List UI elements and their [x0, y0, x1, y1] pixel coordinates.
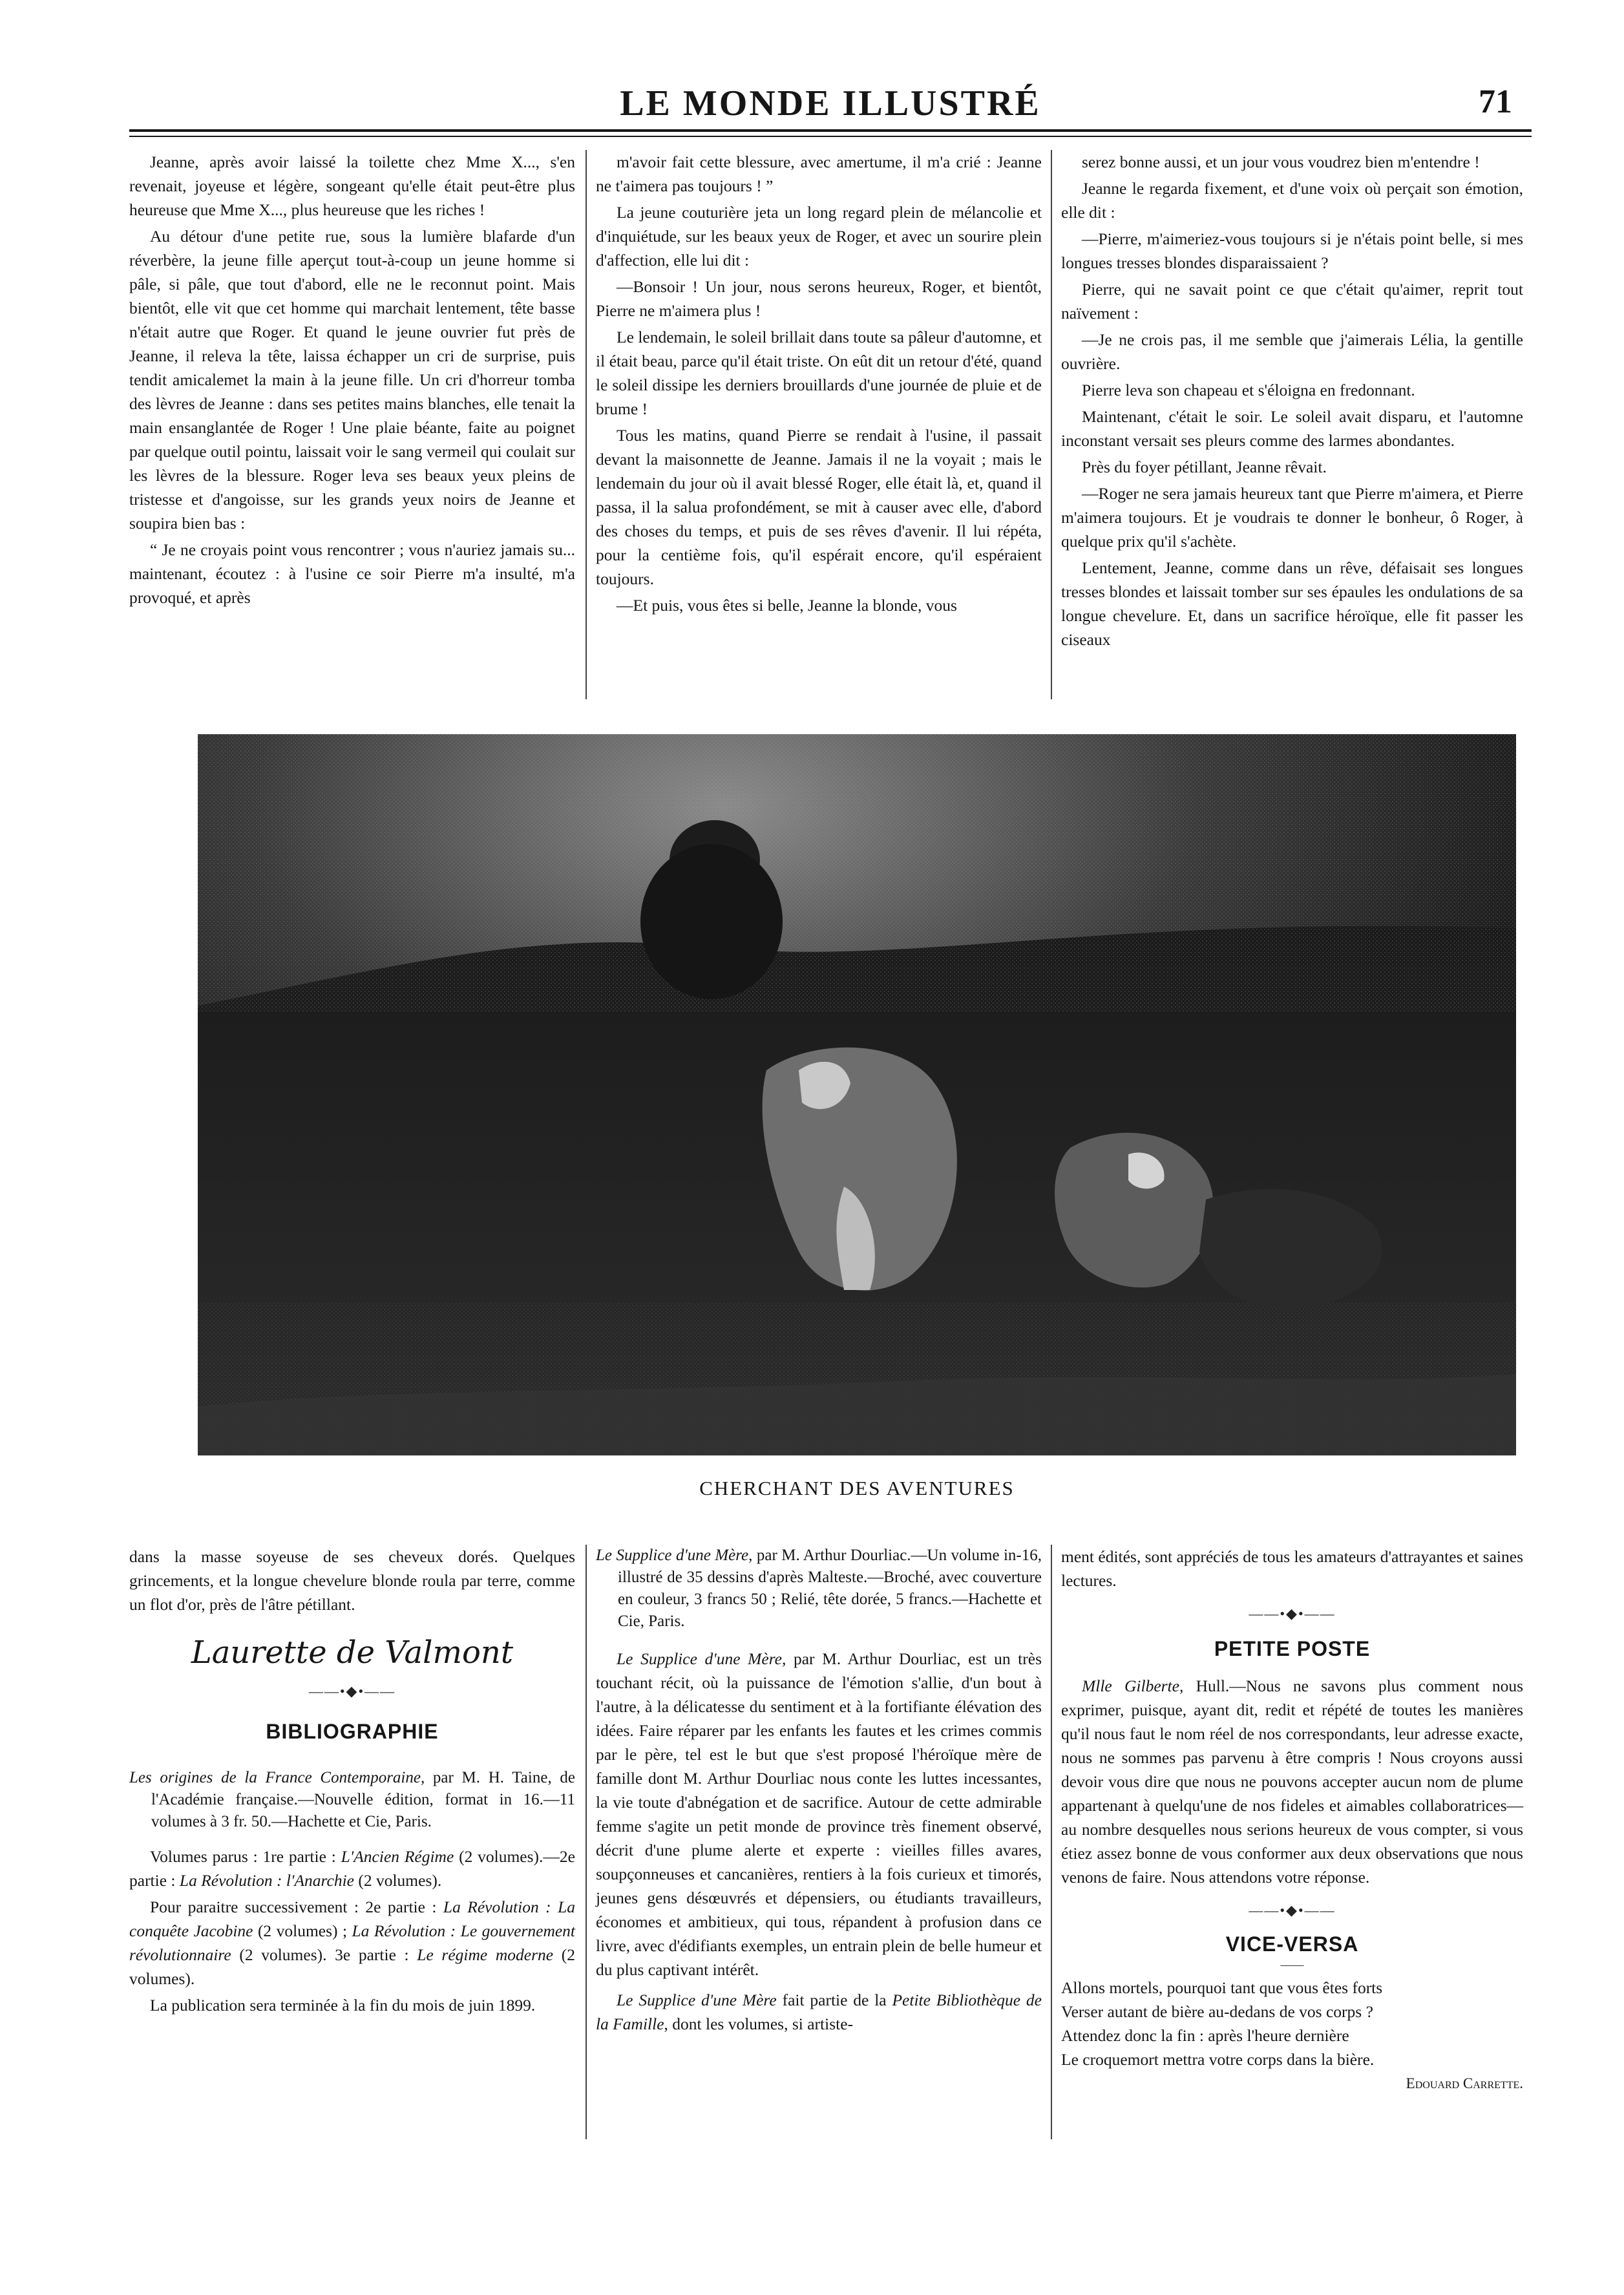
story-paragraph: —Roger ne sera jamais heureux tant que Pierre m'aimera, et Pierre m'aimera toujours. Et je voudrais te donner le bonheur, ô Roger, à quelque prix qu'il s'achète. [1061, 484, 1523, 551]
story-paragraph: —Je ne crois pas, il me semble que j'aimerais Lélia, la gentille ouvrière. [1061, 330, 1523, 373]
story-paragraph: Jeanne, après avoir laissé la toilette chez Mme X..., s'en revenait, joyeuse et légère, songeant qu'elle était peut-être plus heureuse que Mme X..., plus heureuse que les riches ! [129, 153, 575, 219]
story-paragraph: serez bonne aussi, et un jour vous voudrez bien m'entendre ! [1082, 153, 1480, 171]
column-divider [1051, 150, 1052, 699]
review-paragraph: Le Supplice d'une Mère, par M. Arthur Dourliac, est un très touchant récit, où la puissance de l'émotion s'allie, d'un bout à l'autre, à la délicatesse du sentiment et à la fortifiante élévation des idées. Faire réparer par les enfants les fautes et les crimes commis par le père, tel est le but que s'est proposé l'héroïque mère de famille dont M. Arthur Dourliac nous conte les luttes incessantes, la vie toute d'abnégation et de sacrifice. Autour de cette admirable femme s'agite un petit monde de province très finement observé, décrit d'une plume alerte et experte : vieilles filles avares, soupçonneuses et cancanières, rentiers à la fois curieux et timorés, jeunes gens désœuvrés et dépensiers, ou étudiants travailleurs, économes et ambitieux, qui tous, répandent à profusion dans ce livre, avec d'édifiants exemples, un entrain plein de belle humeur et du plus captivant intérêt. [596, 1649, 1042, 1979]
story-paragraph: m'avoir fait cette blessure, avec amertume, il m'a crié : Jeanne ne t'aimera pas toujours ! ” [596, 153, 1042, 195]
poem-line: Verser autant de bière au-dedans de vos corps ? [1061, 2002, 1373, 2021]
section-ornament: ——•◆•—— [1249, 1605, 1336, 1622]
story-paragraph: Pierre, qui ne savait point ce que c'était qu'aimer, reprit tout naïvement : [1061, 280, 1523, 323]
column-divider [585, 1545, 587, 2139]
review-continuation: ment édités, sont appréciés de tous les amateurs d'attrayantes et saines lectures. [1061, 1547, 1523, 1590]
bottom-column-3 [1061, 1545, 1523, 2095]
heading-dash: —— [1280, 1958, 1304, 1971]
bottom-column-2 [596, 1545, 1042, 2038]
story-paragraph: Tous les matins, quand Pierre se rendait à l'usine, il passait devant la maisonnette de Jeanne. Jamais il ne la voyait ; mais le lendemain du jour où il avait blessé Roger, elle était là, et, quand il passa, il la salua profondément, se mit à causer avec elle, d'abord des choses du temps, et puis de ses rêves d'avenir. Il lui répéta, pour la centième fois, qu'il espérait encore, qu'il espéraient toujours. [596, 426, 1042, 588]
column-divider [1051, 1545, 1052, 2139]
story-paragraph: Maintenant, c'était le soir. Le soleil avait disparu, et l'automne inconstant versait ses pleurs comme des larmes abondantes. [1061, 407, 1523, 450]
bibliographie-entry: Les origines de la France Contemporaine, par M. H. Taine, de l'Académie française.—Nouvelle édition, format in 16.—11 volumes à 3 fr. 50.—Hachette et Cie, Paris. [129, 1769, 575, 1830]
column-divider [585, 150, 587, 699]
bibliographie-paragraph: Volumes parus : 1re partie : L'Ancien Régime (2 volumes).—2e partie : La Révolution : l'Anarchie (2 volumes). [129, 1847, 575, 1890]
vice-versa-heading: VICE-VERSA [1225, 1932, 1359, 1956]
story-paragraph: Jeanne le regarda fixement, et d'une voix où perçait son émotion, elle dit : [1061, 179, 1523, 222]
bottom-column-1 [129, 1545, 575, 2020]
masthead-rule [129, 129, 1532, 132]
story-column-2 [596, 150, 1042, 620]
story-paragraph: Le lendemain, le soleil brillait dans toute sa pâleur d'automne, et il était beau, parce qu'il était triste. On eût dit un retour d'été, quand le soleil dissipe les derniers brouillards d'une journée de pluie et de brume ! [596, 328, 1042, 418]
story-paragraph: —Pierre, m'aimeriez-vous toujours si je n'étais point belle, si mes longues tresses blondes disparaissaient ? [1061, 229, 1523, 272]
story-paragraph: —Et puis, vous êtes si belle, Jeanne la blonde, vous [617, 596, 957, 615]
page-number: 71 [1479, 83, 1512, 120]
story-continuation: dans la masse soyeuse de ses cheveux dorés. Quelques grincements, et la longue chevelure blonde roula par terre, comme un flot d'or, près de l'âtre pétillant. [129, 1547, 575, 1614]
story-paragraph: La jeune couturière jeta un long regard plein de mélancolie et d'inquiétude, sur les beaux yeux de Roger, et avec un sourire plein d'affection, elle lui dit : [596, 203, 1042, 270]
story-paragraph: Au détour d'une petite rue, sous la lumière blafarde d'un réverbère, la jeune fille aperçut tout-à-coup un jeune homme si pâle, si pâle, que tout d'abord, elle ne le reconnut point. Mais bientôt, elle vit que cet homme qui marchait lentement, tête basse n'était autre que Roger. Et quand le jeune ouvrier fut près de Jeanne, il releva la tête, laissa échapper un cri de surprise, puis tendit amicalemet la main à la jeune fille. Un cri d'horreur tomba des lèvres de Jeanne : dans ses petites mains blanches, elle tenait la main ensanglantée de Roger ! Une plaie béante, faite au poignet par quelque outil pointu, laissait voir le sang vermeil qui coulait sur les lèvres de la blessure. Roger leva ses beaux yeux pleins de tristesse et d'angoisse, sur les grands yeux noirs de Jeanne et soupira bien bas : [129, 227, 575, 533]
poem-author: Edouard Carrette. [1406, 2075, 1523, 2091]
poem-line: Attendez donc la fin : après l'heure dernière [1061, 2026, 1349, 2045]
journal-title: LE MONDE ILLUSTRÉ [620, 83, 1041, 123]
masthead-rule-thin [129, 136, 1532, 137]
story-paragraph: Près du foyer pétillant, Jeanne rêvait. [1082, 458, 1327, 476]
story-column-1 [129, 150, 575, 612]
engraving-image [198, 734, 1516, 1455]
section-ornament: ——•◆•—— [1249, 1902, 1336, 1918]
review-paragraph: Le Supplice d'une Mère fait partie de la Petite Bibliothèque de la Famille, dont les volumes, si artiste- [596, 1991, 1042, 2033]
masthead [129, 0, 1532, 138]
bibliographie-heading: BIBLIOGRAPHIE [266, 1720, 439, 1743]
story-paragraph: Pierre leva son chapeau et s'éloigna en fredonnant. [1082, 381, 1415, 399]
poem-line: Le croquemort mettra votre corps dans la bière. [1061, 2050, 1375, 2069]
section-ornament: ——•◆•—— [308, 1683, 396, 1699]
author-signature: Laurette de Valmont [191, 1634, 514, 1671]
story-paragraph: “ Je ne croyais point vous rencontrer ; vous n'auriez jamais su... maintenant, écoutez : à l'usine ce soir Pierre m'a insulté, m'a provoqué, et après [129, 540, 575, 607]
story-column-3 [1061, 150, 1523, 654]
bibliographie-paragraph: Pour paraitre successivement : 2e partie : La Révolution : La conquête Jacobine (2 volumes) ; La Révolution : Le gouvernement révolutionnaire (2 volumes). 3e partie : Le régime moderne (2 volumes). [129, 1898, 576, 1988]
poem-line: Allons mortels, pourquoi tant que vous êtes forts [1061, 1978, 1383, 1997]
bibliographie-paragraph: La publication sera terminée à la fin du mois de juin 1899. [150, 1996, 536, 2015]
petite-poste-paragraph: Mlle Gilberte, Hull.—Nous ne savons plus comment nous exprimer, puisque, ayant dit, redit et répété de toutes les manières qu'il nous faut le nom réel de nos correspondants, leur adresse exacte, nous ne sommes pas parvenu à être compris ! Nous croyons aussi devoir vous dire que nous ne pouvons accepter aucun nom de plume appartenant à quelqu'une de nos fideles et aimables collaboratrices—au nombre desquelles nous serions heureux de vous compter, si vous étiez assez bonne de vous conformer aux deux observations que nous venons de faire. Nous attendons votre réponse. [1061, 1676, 1523, 1887]
review-entry: Le Supplice d'une Mère, par M. Arthur Dourliac.—Un volume in-16, illustré de 35 dessins d'après Malteste.—Broché, avec couverture en couleur, 3 francs 50 ; Relié, tête dorée, 5 francs.—Hachette et Cie, Paris. [596, 1547, 1042, 1630]
engraving-illustration [198, 734, 1516, 1455]
story-paragraph: —Bonsoir ! Un jour, nous serons heureux, Roger, et bientôt, Pierre ne m'aimera plus ! [596, 277, 1042, 320]
story-paragraph: Lentement, Jeanne, comme dans un rêve, défaisait ses longues tresses blondes et laissait tomber sur ses épaules les ondulations de sa longue chevelure. Et, dans un sacrifice héroïque, elle fit passer les ciseaux [1061, 558, 1523, 649]
petite-poste-heading: PETITE POSTE [1214, 1637, 1371, 1660]
engraving-caption: CHERCHANT DES AVENTURES [699, 1477, 1015, 1499]
